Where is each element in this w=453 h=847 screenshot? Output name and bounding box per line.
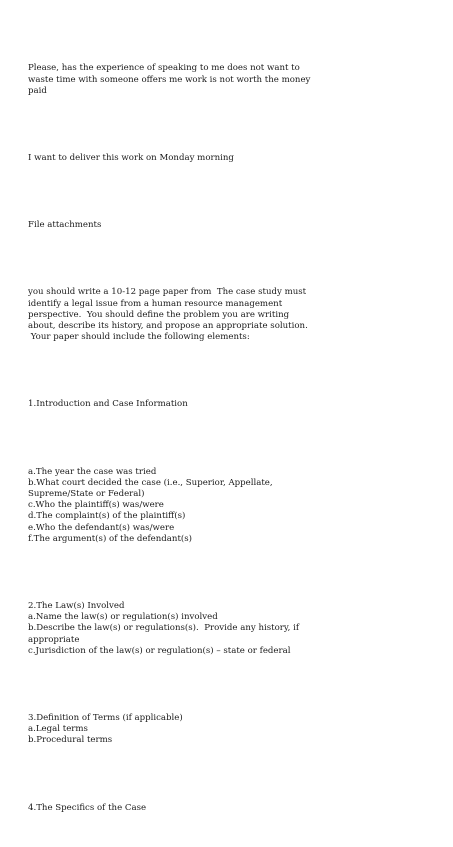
list-item: appropriate	[28, 634, 80, 645]
list-item: d.The complaint(s) of the plaintiff(s)	[28, 511, 186, 522]
list-item: b.What court decided the case (i.e., Superior, Appellate,	[28, 477, 273, 488]
text-line: about, describe its history, and propose an appropriate solution.	[28, 321, 308, 332]
attachments-heading	[28, 198, 438, 254]
text-line: Please, has the experience of speaking to me does not want to	[28, 63, 300, 74]
section-1-heading	[28, 377, 438, 433]
section-2-heading: 2.The Law(s) Involved	[28, 601, 125, 612]
text-line: File attachments	[28, 220, 102, 231]
deadline-paragraph	[28, 131, 438, 187]
section-3-heading: 3.Definition of Terms (if applicable)	[28, 713, 183, 724]
assignment-paragraph	[28, 265, 438, 366]
text-line: Your paper should include the following elements:	[28, 332, 250, 343]
text-line: identify a legal issue from a human resource management	[28, 298, 283, 309]
section-3	[28, 691, 438, 769]
text-line: you should write a 10-12 page paper from The case study must	[28, 287, 307, 298]
list-item: f.The argument(s) of the defendant(s)	[28, 533, 193, 544]
list-item: e.Who the defendant(s) was/were	[28, 522, 175, 533]
text-line: waste time with someone offers me work is not worth the money	[28, 74, 311, 85]
list-item: c.Jurisdiction of the law(s) or regulation(s) – state or federal	[28, 645, 291, 656]
text-line: I want to deliver this work on Monday morning	[28, 153, 234, 164]
section-2	[28, 579, 438, 680]
list-item: b.Describe the law(s) or regulations(s). Provide any history, if	[28, 623, 300, 634]
text-line: 1.Introduction and Case Information	[28, 399, 188, 410]
document-body	[28, 41, 438, 847]
section-1-items	[28, 444, 438, 567]
list-item: a.Legal terms	[28, 724, 88, 735]
list-item: Supreme/State or Federal)	[28, 489, 145, 500]
section-4-heading: 4.The Specifics of the Case	[28, 802, 147, 813]
list-item: b.Procedural terms	[28, 735, 113, 746]
list-item: a.The year the case was tried	[28, 466, 157, 477]
list-item: c.Who the plaintiff(s) was/were	[28, 500, 164, 511]
text-line: paid	[28, 85, 47, 96]
section-4	[28, 780, 438, 836]
text-line: perspective. You should define the problem you are writing	[28, 309, 290, 320]
intro-paragraph	[28, 41, 438, 119]
list-item: a.Name the law(s) or regulation(s) involved	[28, 612, 218, 623]
